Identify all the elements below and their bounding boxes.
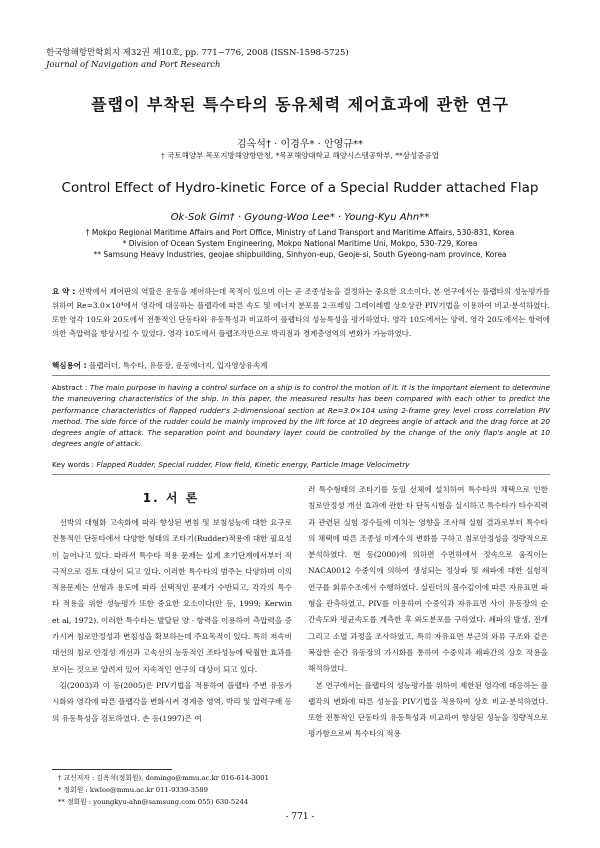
affiliations-english [40, 227, 560, 260]
keywords-korean-text: 플랩러더, 특수타, 유동장, 운동에너지, 입자영상유속계 [88, 361, 268, 370]
journal-citation: 한국항해항만학회지 제32권 제10호, pp. 771~776, 2008 (ISSN-1598-5725) [46, 48, 349, 58]
keywords-english [52, 460, 550, 469]
keywords-korean [52, 360, 550, 371]
footnote: † 교신저자 : 김옥석(정회원), domingo@mmu.ac.kr 016-614-3001 [58, 774, 269, 782]
affiliation-line: * Division of Ocean System Engineering, Mokpo National Maritime Uni, Mokpo, 530-729, Korea [122, 239, 478, 248]
body-paragraph: 본 연구에서는 플랩타의 성능평가를 위하여 제한된 영각에 대응하는 플랩각의 변화에 따른 성능을 PIV기법을 적용하여 상호 비교·분석하였다. 또한 전통적인 단동타의 유동특성과 비교하여 향상된 성능을 정량적으로 평가함으로써 특수타의 적용 [308, 680, 548, 739]
authors-english: Ok-Sok Gim† · Gyoung-Woo Lee* · Young-Kyu Ahn** [170, 212, 430, 223]
abstract-korean-text: 선박에서 제어판의 역할은 운동을 제어하는데 목적이 있으며 이는 곧 조종성능을 결정하는 중요한 요소이다. 본 연구에서는 플랩타의 성능평가를 위하여 Re=3.0×10⁴에서 영각에 대응하는 플랩각에 따른 속도 및 에너지 분포를 2-프레임 그레이레벨 상호상관 PIV기법을 이용하여 비교·분석하였다. 또한 영각 10도와 20도에서 전통적인 단동타와 유동특성과 비교하여 플랩타의 성능특성을 평가하였다. 영각 10도에서는 양력, 영각 20도에서는 항력에 의한 측압력을 향상시킬 수 있었다. 영각 10도에서 플랩조작만으로 박리점과 경계층영역의 변화가 가능하였다. [52, 287, 551, 338]
keywords-korean-label: 핵심용어 : [52, 361, 87, 370]
affiliation-line: † Mokpo Regional Maritime Affairs and Port Office, Ministry of Land Transport and Maritime Affairs, 530-831, Korea [85, 228, 515, 237]
journal-header [46, 47, 349, 71]
divider [52, 375, 550, 376]
keywords-english-label: Key words : [52, 460, 95, 469]
abstract-english-text: The main purpose in having a control surface on a ship is to control the motion of it. It is the important element to determine the maneuvering characteristics of the ship. In this paper, the measured results has been compared with each other to predict the performance characteristics of flapped rudder's 2-dimensional section at Re=3.0×104 using 2-frame grey level cross correlation PIV method. The side force of the rudder could be mainly improved by the lift force at 10 degrees angle of attack and the drag force at 20 degrees angle of attack. The separation point and boundary layer could be controlled by the change of the only flap's angle at 10 degrees angle of attack. [52, 383, 550, 449]
body-column-left [52, 515, 292, 727]
journal-name-en: Journal of Navigation and Port Research [46, 60, 221, 70]
keywords-english-text: Flapped Rudder, Special rudder, Flow field, Kinetic energy, Particle Image Velocimetry [96, 460, 410, 469]
paper-title-english: Control Effect of Hydro-kinetic Force of a Special Rudder attached Flap [61, 180, 539, 196]
divider [52, 474, 550, 475]
body-paragraph: 러 특수형태의 조타기를 동일 선체에 설치하여 특수타의 채택으로 인한 침로안정성 개선 효과에 관한 타 단독시험을 실시하고 특수타가 타수직력과 관련된 실험 정수들에 미치는 영향을 조사해 실험 결과로부터 특수타의 채택에 따른 조종성 미계수의 변화를 구하고 침로안정성을 정량적으로 분석하였다. 현 등(2000)에 의하면 수면하에서 정속으로 움직이는 NACA0012 수중익에 의하여 생성되는 정상파 및 쇄파에 대한 실험적 연구를 회류수조에서 수행하였다. 실린더의 몸수깊이에 따른 자유표면 파형을 관측하였고, PIV를 이용하여 수중익과 자유표면 사이 유동장의 순간속도와 평균속도를 계측한 후 와도분포를 구하였다. 쇄파의 발생, 전개 그리고 소멸 과정을 조사하였고, 특히 자유표면 부근의 와류 구조와 같은 복잡한 순간 유동장의 가시화를 통하여 수중익과 쇄파간의 상호 작용을 해석하였다. [308, 485, 548, 674]
section-heading: 1. 서 론 [142, 491, 200, 505]
paper-title-korean: 플랩이 부착된 특수타의 동유체력 제어효과에 관한 연구 [91, 95, 509, 114]
footnote-divider [52, 769, 172, 770]
body-paragraph: 선박의 대형화 고속화에 따라 향상된 변침 및 보침성능에 대한 요구로 전통적인 단동타에서 다양한 형태의 조타기(Rudder)적용에 대한 필요성이 늘어나고 있다. 따라서 특수타 적용 문제는 설계 초기단계에서부터 적극적으로 검토 대상이 되고 있다. 이러한 특수타의 범주는 다양하며 이의 적용문제는 선형과 용도에 따라 선택적인 문제가 수반되고, 각각의 특수타 적용을 위한 성능평가 또한 중요한 요소이다(안 등, 1999; Kerwin et al, 1972). 이러한 특수타는 발달된 양 · 항력을 이용하여 측압력을 증가시켜 침로안정성과 변침성을 확보하는데 주요목적이 있다. 특히 저속비대선의 침로 안정성 개선과 고속선의 능동적인 조타성능에 탁월한 효과를 보이는 것으로 알려져 있어 지속적인 연구의 대상이 되고 있다. [52, 518, 292, 674]
affiliations-korean: † 국토해양부 목포지방해양항만청, *목포해양대학교 해양시스템공학부, **삼성중공업 [160, 151, 440, 160]
abstract-korean-label: 요 약 : [52, 287, 76, 296]
footnote: ** 정회원 : youngkyu-ahn@samsung.com 055) 630-5244 [58, 798, 249, 806]
page-number: - 771 - [285, 812, 315, 822]
footnotes [58, 772, 269, 808]
abstract-english-label: Abstract : [52, 383, 88, 392]
body-paragraph: 김(2003)과 이 등(2005)은 PIV기법을 적용하여 플랩타 주변 유동가시화와 영각에 따른 플랩각을 변화시켜 경계층 영역, 박리 및 압력구배 등의 유동특성을 검토하였다. 손 등(1997)은 여 [52, 680, 292, 723]
affiliation-line: ** Samsung Heavy Industries, geojae shipbuilding, Sinhyon-eup, Geoje-si, South Gyeong-nam province, Korea [93, 250, 507, 259]
footnote: * 정회원 : kwlee@mmu.ac.kr 011-9339-3589 [58, 786, 208, 794]
body-column-right [308, 482, 548, 743]
abstract-korean [52, 285, 550, 341]
authors-korean: 김옥석† · 이경우* · 안영규** [236, 139, 363, 150]
abstract-english [52, 382, 550, 450]
